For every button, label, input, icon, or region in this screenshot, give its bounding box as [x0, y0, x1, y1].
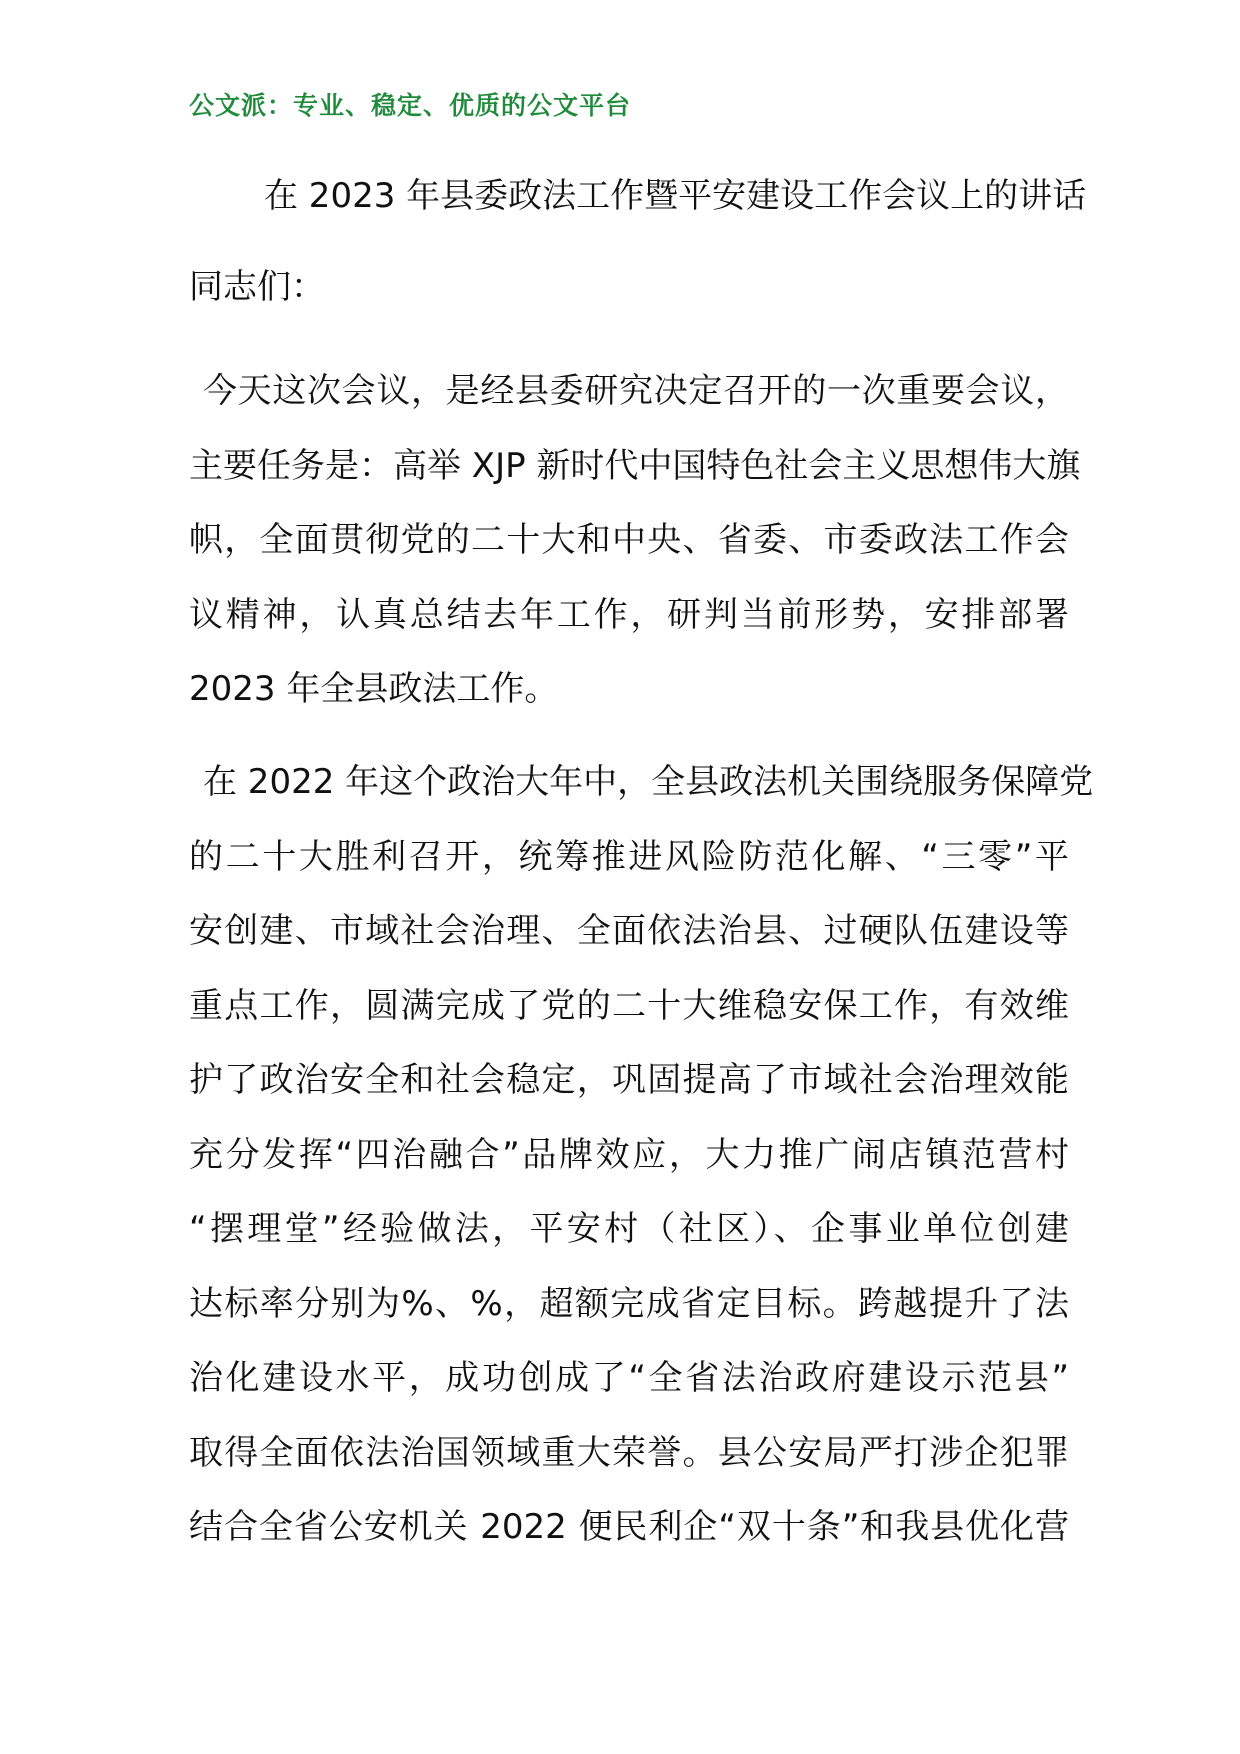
paragraph-line: 结合全省公安机关 2022 便民利企“双十条”和我县优化营 [189, 1507, 1069, 1547]
paragraph-line: 充分发挥“四治融合”品牌效应，大力推广闹店镇范营村 [189, 1134, 1069, 1175]
paragraph-line: 2023 年全县政法工作。 [189, 669, 559, 709]
paragraph-line: 达标率分别为%、%，超额完成省定目标。跨越提升了法 [189, 1283, 1069, 1324]
site-tagline: 公文派：专业、稳定、优质的公文平台 [189, 91, 632, 120]
paragraph-line: 议精神，认真总结去年工作，研判当前形势，安排部署 [189, 594, 1069, 635]
paragraph-2 [189, 745, 1094, 1565]
paragraph-line: 治化建设水平，成功创成了“全省法治政府建设示范县” [189, 1358, 1069, 1398]
paragraph-line: 今天这次会议，是经县委研究决定召开的一次重要会议， [203, 371, 1069, 411]
paragraph-line: “摆理堂”经验做法，平安村（社区）、企事业单位创建 [189, 1209, 1069, 1249]
paragraph-line: 取得全面依法治国领域重大荣誉。县公安局严打涉企犯罪 [189, 1432, 1069, 1473]
paragraph-line: 重点工作，圆满完成了党的二十大维稳安保工作，有效维 [189, 985, 1069, 1026]
paragraph-1 [189, 354, 1081, 727]
paragraph-line: 在 2022 年这个政治大年中，全县政法机关围绕服务保障党 [203, 762, 1094, 802]
speech-title: 在 2023 年县委政法工作暨平安建设工作会议上的讲话 [264, 176, 1087, 216]
paragraph-line: 主要任务是：高举 XJP 新时代中国特色社会主义思想伟大旗 [189, 445, 1081, 486]
paragraph-line: 安创建、市域社会治理、全面依法治县、过硬队伍建设等 [189, 911, 1069, 951]
paragraph-line: 帜，全面贯彻党的二十大和中央、省委、市委政法工作会 [189, 520, 1069, 560]
salutation: 同志们： [189, 267, 325, 307]
paragraph-line: 护了政治安全和社会稳定，巩固提高了市域社会治理效能 [189, 1060, 1069, 1100]
paragraph-line: 的二十大胜利召开，统筹推进风险防范化解、“三零”平 [189, 836, 1069, 877]
